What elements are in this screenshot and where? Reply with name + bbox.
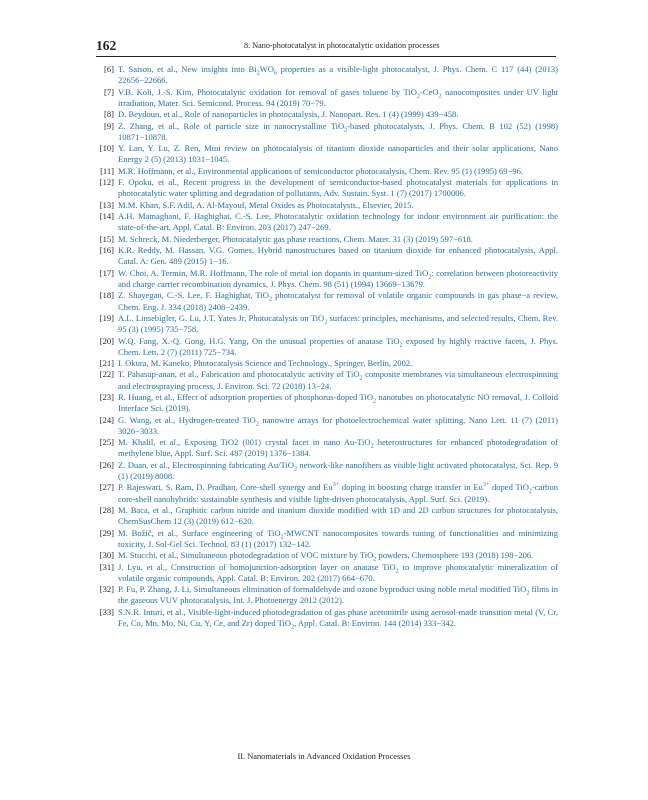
reference-item: [96, 482, 558, 504]
reference-number: [6]: [104, 64, 114, 74]
page-number: 162: [96, 38, 117, 53]
reference-number: [15]: [99, 233, 114, 244]
reference-link[interactable]: W.Q. Fang, X.-Q. Gong, H.G. Yang, On the unusual properties of anatase TiO$_2$ exposed by highly reactive facets, J. Phys. Chem. Lett. 2 (7) (2011) 725−734.: [118, 335, 558, 357]
reference-item: [96, 290, 558, 312]
reference-item: [96, 505, 558, 527]
reference-link[interactable]: T. Pahasup-anan, et al., Fabrication and photocatalytic activity of TiO$_2$ composite membranes via simultaneous electrospinning and electrospraying process, J. Environ. Sci. 72 (2018) 13−24.: [118, 369, 558, 391]
reference-item: [96, 358, 558, 369]
reference-number: [18]: [99, 290, 114, 301]
reference-item: [96, 64, 558, 86]
reference-number: [33]: [99, 606, 114, 617]
reference-number: [23]: [99, 392, 114, 403]
reference-number: [32]: [99, 584, 114, 595]
reference-item: [96, 177, 558, 199]
reference-link[interactable]: G. Wang, et al., Hydrogen-treated TiO$_2$ nanowire arrays for photoelectrochemical water splitting, Nano Lett. 11 (7) (2011) 3026−3033.: [118, 414, 558, 436]
reference-item: [96, 200, 558, 211]
reference-link[interactable]: M. Stucchi, et al., Simultaneous photodegradation of VOC mixture by TiO$_2$ powders, Chemosphere 193 (2018) 198−206.: [118, 550, 534, 563]
reference-item: [96, 313, 558, 335]
reference-number: [12]: [99, 177, 114, 188]
reference-item: [96, 234, 558, 245]
reference-number: [10]: [99, 143, 114, 154]
reference-item: [96, 245, 558, 267]
reference-link[interactable]: A.H. Mamaghani, F. Haghighat, C.-S. Lee, Photocatalytic oxidation technology for indoor environment air purification: the state-of-the-art, Appl. Catal. B: Environ. 203 (2017) 247−269.: [118, 211, 558, 233]
reference-item: [96, 336, 558, 358]
reference-link[interactable]: Y. Lan, Y. Lu, Z. Ren, Mini review on photocatalysis of titanium dioxide nanoparticles and their solar applications, Nano Energy 2 (5) (2013) 1031−1045.: [118, 143, 558, 165]
reference-number: [19]: [99, 312, 114, 323]
reference-number: [8]: [104, 109, 114, 120]
reference-item: [96, 607, 558, 629]
reference-item: [96, 268, 558, 290]
reference-item: [96, 109, 558, 120]
reference-item: [96, 166, 558, 177]
reference-number: [22]: [99, 369, 114, 380]
reference-link[interactable]: M.R. Hoffmann, et al., Environmental applications of semiconductor photocatalysis, Chem. Rev. 95 (1) (1995) 69−96.: [118, 165, 524, 176]
reference-link[interactable]: K.R. Reddy, M. Hassan, V.G. Gomes, Hybrid nanostructures based on titanium dioxide for enhanced photocatalysis, Appl. Catal. A: Gen. 489 (2015) 1−16.: [118, 245, 558, 267]
reference-link[interactable]: M. Baca, et al., Graphitic carbon nitride and titanium dioxide modified with 1D and 2D carbon structures for photocatalysis, ChemSusChem 12 (3) (2019) 612−620.: [118, 505, 558, 527]
reference-item: [96, 550, 558, 561]
reference-item: [96, 369, 558, 391]
reference-number: [9]: [104, 120, 114, 131]
reference-number: [27]: [99, 482, 114, 493]
reference-link[interactable]: M. Schreck, M. Niederberger, Photocatalytic gas phase reactions, Chem. Mater. 31 (3) (2019) 597−618.: [118, 233, 473, 244]
reference-item: [96, 415, 558, 437]
reference-number: [24]: [99, 414, 114, 425]
page-footer: II. Nanomaterials in Advanced Oxidation Processes: [237, 752, 411, 761]
reference-link[interactable]: Z. Duan, et al., Electrospinning fabricating Au/TiO$_2$ network-like nanofibers as visible light activated photocatalyst, Sci. Rep. 9 (1) (2019) 8008.: [118, 459, 558, 482]
reference-link[interactable]: Z. Zhang, et al., Role of particle size in nanocrystalline TiO$_2$-based photocatalysts, J. Phys. Chem. B 102 (52) (1998) 10871−10878.: [118, 120, 558, 142]
reference-number: [29]: [99, 527, 114, 538]
reference-link[interactable]: P. Rajeswari, S. Ram, D. Pradhan, Core-shell synergy and $Eu^{3+}$ doping in boosting charge transfer in $Eu^{3+}$ doped TiO$_2$-carbon core-shell nanohybrids: sustainable synthesis and visible light-driven photocatalysis, Appl. Surf. Sci. (2019).: [118, 482, 559, 504]
reference-number: [20]: [99, 335, 114, 346]
reference-item: [96, 562, 558, 584]
reference-link[interactable]: M. Božič, et al., Surface engineering of TiO$_2$-MWCNT nanocomposites towards tuning of functionalities and minimizing toxicity, J. Sol-Gel Sci. Technol. 83 (1) (2017) 132−142.: [118, 527, 558, 549]
reference-item: [96, 121, 558, 143]
reference-number: [7]: [104, 86, 114, 97]
reference-link[interactable]: P. Fu, P. Zhang, J. Li, Simultaneous elimination of formaldehyde and ozone byproduct using noble metal modified TiO$_2$ films in the gaseous VUV photocatalysis, Int. J. Photoenergy 2012 (2012).: [118, 584, 558, 606]
reference-link[interactable]: A.L. Linsebigler, G. Lu, J.T. Yates Jr, Photocatalysis on TiO$_2$ surfaces: principles, mechanisms, and selected results, Chem. Rev. 95 (3) (1995) 735−758.: [118, 312, 558, 335]
reference-item: [96, 528, 558, 550]
reference-item: [96, 437, 558, 459]
reference-item: [96, 211, 558, 233]
reference-number: [21]: [99, 358, 114, 369]
reference-list: [96, 64, 558, 629]
reference-link[interactable]: M.M. Khan, S.F. Adil, A. Al-Mayouf, Metal Oxides as Photocatalysts., Elsevier, 2015.: [118, 199, 414, 210]
reference-number: [30]: [99, 550, 114, 561]
reference-link[interactable]: S.N.R. Inturi, et al., Visible-light-induced photodegradation of gas phase acetonitrile using aerosol-made transition metal (V, Cr, Fe, Co, Mn, Mo, Ni, Cu, Y, Ce, and Zr) doped TiO$_2$, Appl. Catal. B: Environ. 144 (2014) 333−342.: [118, 606, 558, 631]
reference-number: [16]: [99, 245, 114, 256]
reference-number: [25]: [99, 437, 114, 448]
reference-number: [17]: [99, 267, 114, 278]
reference-number: [28]: [99, 505, 114, 516]
reference-item: [96, 87, 558, 109]
reference-link[interactable]: J. Lyu, et al., Construction of homojunction-adsorption layer on anatase TiO$_2$ to improve photocatalytic mineralization of volatile organic compounds, Appl. Catal. B: Environ. 202 (2017) 664−670.: [118, 561, 558, 583]
header-divider: [96, 56, 556, 57]
reference-link[interactable]: Z. Shayegan, C.-S. Lee, F. Haghighat, TiO$_2$ photocatalyst for removal of volatile organic compounds in gas phase−a review, Chem. Eng. J. 334 (2018) 2408−2439.: [118, 290, 558, 312]
reference-number: [13]: [99, 199, 114, 210]
reference-item: [96, 392, 558, 414]
reference-number: [14]: [99, 211, 114, 222]
reference-link[interactable]: I. Okura, M. Kaneko, Photocatalysis Science and Technology., Springer, Berlin, 2002.: [118, 358, 413, 369]
reference-item: [96, 584, 558, 606]
running-chapter-title: 8. Nano-photocatalyst in photocatalytic oxidation processes: [244, 41, 440, 50]
reference-link[interactable]: M. Khalil, et al., Exposing TiO2 (001) crystal facet in nano Au-TiO$_2$ heterostructures for enhanced photodegradation of methylene blue, Appl. Surf. Sci. 487 (2019) 1376−1384.: [118, 437, 559, 459]
reference-number: [26]: [99, 459, 114, 470]
reference-item: [96, 143, 558, 165]
reference-number: [11]: [100, 165, 114, 176]
reference-link[interactable]: W. Choi, A. Termin, M.R. Hoffmann, The role of metal ion dopants in quantum-sized TiO$_2$: correlation between photoreactivity and charge carrier recombination dynamics, J. Phys. Chem. 98 (51) (1994) 13669−13679.: [118, 267, 558, 289]
reference-number: [31]: [99, 561, 114, 572]
reference-link[interactable]: R. Huang, et al., Effect of adsorption properties of phosphorus-doped TiO$_2$ nanotubes on photocatalytic NO removal, J. Colloid Interface Sci. (2019).: [118, 392, 558, 414]
reference-link[interactable]: F. Opoku, et al., Recent progress in the development of semiconductor-based photocatalyst materials for applications in photocatalytic water splitting and degradation of pollutants, Adv. Sustain. Syst. 1 (7) (2017) 1700006.: [118, 177, 558, 199]
reference-link[interactable]: T. Saison, et al., New insights into $Bi_2WO_6$ properties as a visible-light photocatalyst, J. Phys. Chem. C 117 (44) (2013) 22656−22666.: [118, 64, 558, 86]
reference-link[interactable]: D. Beydoun, et al., Role of nanoparticles in photocatalysis, J. Nanopart. Res. 1 (4) (1999) 439−458.: [118, 109, 459, 120]
reference-link[interactable]: V.B. Koli, J.-S. Kim, Photocatalytic oxidation for removal of gases toluene by TiO$_2$-CeO$_2$ nanocomposites under UV light irradiation, Mater. Sci. Semicond. Process. 94 (2019) 70−79.: [118, 86, 558, 108]
reference-item: [96, 460, 558, 482]
page-header: [96, 36, 556, 56]
